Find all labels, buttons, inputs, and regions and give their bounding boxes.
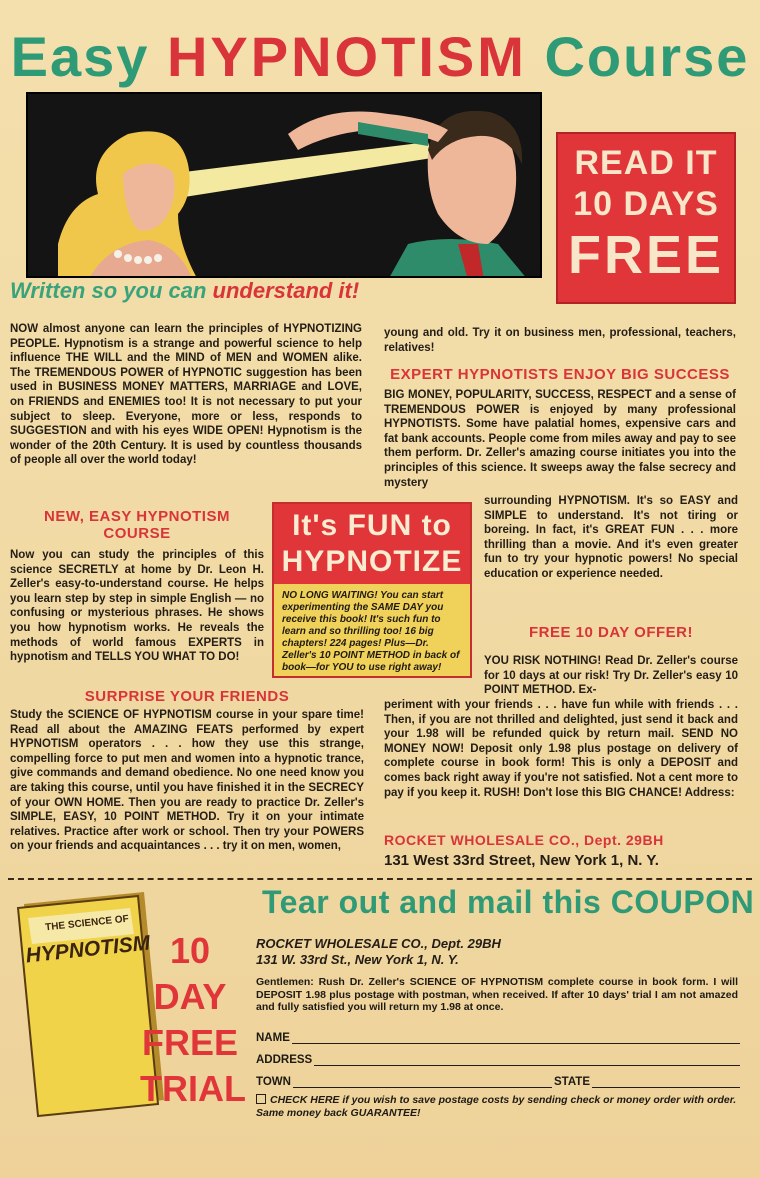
subtitle (10, 278, 359, 304)
section-paragraph-new-course: Now you can study the principles of this science SECRETLY at home by Dr. Leon H. Zeller's easy-to-understand course. He helps you learn step by step in simple English — no confusing or mysterious phrases. He shows you how hypnotism works. He reveals the methods of world famous EXPERTS in hypnotism and TELLS YOU WHAT TO DO! (10, 549, 264, 664)
section-paragraph-offer-a: YOU RISK NOTHING! Read Dr. Zeller's course for 10 days at our risk! Try Dr. Zeller's easy 10 POINT METHOD. Ex- (484, 655, 738, 697)
fun-title (274, 504, 470, 584)
section-paragraph-offer-b: periment with your friends . . . have fun while with friends . . . Then, if you are not thrilled and delighted, just send it back and your 1.98 will be refunded quick by return mail. SEND NO MONEY NOW! Deposit only 1.98 plus postage on delivery of complete course in book form! This is only a DEPOSIT and comes back right away if you're not satisfied. Not a cent more to pay if you keep it. RUSH! Don't lose this BIG CHANCE! Address: (384, 699, 738, 799)
fun-title-line-1: It's FUN to (292, 509, 452, 542)
right-continuation: young and old. Try it on business men, professional, teachers, relatives! (384, 327, 736, 354)
trial-line-3: FREE (141, 1022, 238, 1063)
state-field[interactable] (554, 1076, 740, 1088)
address-field[interactable] (256, 1054, 740, 1066)
section-paragraph-expert-b: surrounding HYPNOTISM. It's so EASY and SIMPLE to understand. It's not tiring or boreing. In fact, it's GREAT FUN . . . more thrilling than a movie. And it's even greater fun to try your hypnotic powers! No special education or experience needed. (484, 495, 738, 580)
state-line[interactable] (592, 1076, 740, 1088)
read-free-badge (556, 132, 736, 304)
town-line[interactable] (293, 1076, 552, 1088)
coupon-title: Tear out and mail this COUPON (262, 884, 755, 920)
name-field[interactable] (256, 1032, 740, 1044)
read-box-line-3: FREE (567, 225, 725, 285)
address-label: ADDRESS (256, 1054, 313, 1066)
trial-line-4: TRIAL (140, 1068, 246, 1109)
title-word-course: Course (544, 25, 750, 88)
town-field[interactable] (256, 1076, 552, 1088)
title-word-hypnotism: HYPNOTISM (166, 25, 527, 88)
book-line-1: THE SCIENCE OF (44, 913, 130, 934)
check-option (256, 1094, 740, 1119)
state-label: STATE (554, 1076, 590, 1088)
town-label: TOWN (256, 1076, 291, 1088)
subtitle-green: Written so you can (10, 278, 207, 303)
hypnotism-illustration (26, 92, 542, 278)
book-line-2: HYPNOTISM (24, 931, 152, 968)
fun-text: NO LONG WAITING! You can start experimenting the SAME DAY you receive this book! It's such fun to learn and so thrilling too! 16 big chapters! 224 pages! Plus—Dr. Zeller's 10 POINT METHOD in back of book—for YOU to use right away! (282, 590, 460, 673)
section-paragraph-surprise: Study the SCIENCE OF HYPNOTISM course in your spare time! Read all about the AMAZING FEATS performed by expert HYPNOTISM operators . . . how they use this strange, compelling force to put men and women into a hypnotic trance, give commands and demand obedience. No one need know you are taking this course, until you have finished it in the SECRECY of your OWN HOME. Then you are ready to practice Dr. Zeller's SIMPLE, EASY, 10 POINT METHOD. Try it on your intimate relatives. Practice after work or school. Then try your POWERS on your friends and acquaintances . . . try it on men, women, (10, 709, 364, 853)
address-line[interactable] (314, 1054, 740, 1066)
trial-line-1: 10 (169, 930, 211, 971)
title-word-easy: Easy (10, 25, 150, 88)
name-line[interactable] (292, 1032, 740, 1044)
fun-callout-box (272, 502, 472, 678)
section-heading-new-course: NEW, EASY HYPNOTISM COURSE (44, 508, 230, 542)
page-title (0, 22, 760, 92)
coupon-address (256, 936, 501, 968)
coupon-address-line-2: 131 W. 33rd St., New York 1, N. Y. (256, 952, 459, 967)
read-box-line-1: READ IT (574, 144, 718, 182)
section-heading-expert: EXPERT HYPNOTISTS ENJOY BIG SUCCESS (390, 366, 730, 383)
section-heading-surprise: SURPRISE YOUR FRIENDS (84, 688, 290, 705)
trial-line-2: DAY (153, 976, 227, 1017)
section-heading-free-offer: FREE 10 DAY OFFER! (528, 624, 694, 641)
coupon-order-text: Gentlemen: Rush Dr. Zeller's SCIENCE OF HYPNOTISM complete course in book form. I will DEPOSIT 1.98 plus postage with postman, when received. If after 10 days' trial I am not amazed and fully satisfied you will return my 1.98 at once. (256, 976, 738, 1014)
company-name: ROCKET WHOLESALE CO., Dept. 29BH (384, 832, 664, 848)
read-box-line-2: 10 DAYS (573, 185, 719, 223)
section-paragraph-expert-a: BIG MONEY, POPULARITY, SUCCESS, RESPECT and a sense of TREMENDOUS POWER is enjoyed by many professional HYPNOTISTS. Some have palatial homes, expensive cars and fat bank accounts. People come from miles away and pay to see them perform. Dr. Zeller's amazing course initiates you into the principles of this science. It sweeps away the false secrecy and mystery (384, 389, 736, 489)
company-address: 131 West 33rd Street, New York 1, N. Y. (384, 852, 659, 869)
subtitle-red: understand it! (212, 278, 360, 303)
fun-title-line-2: HYPNOTIZE (281, 545, 463, 578)
free-trial-label (140, 928, 246, 1112)
coupon-address-line-1: ROCKET WHOLESALE CO., Dept. 29BH (256, 936, 501, 951)
tear-line (8, 878, 752, 880)
name-label: NAME (256, 1032, 290, 1044)
check-checkbox[interactable] (256, 1094, 266, 1104)
check-text: CHECK HERE if you wish to save postage costs by sending check or money order with order. Same money back GUARANTEE! (256, 1094, 737, 1119)
intro-paragraph: NOW almost anyone can learn the principles of HYPNOTIZING PEOPLE. Hypnotism is a strange and powerful science to help influence THE WILL and the MIND of MEN and WOMEN alike. The TREMENDOUS POWER of HYPNOTIC suggestion has been used in BUSINESS MONEY MATTERS, MARRIAGE and LOVE, on FRIENDS and ENEMIES too! It is not necessary to put your subject to sleep. Everyone, more or less, responds to SUGGESTION and with his eyes WIDE OPEN! Hypnotism is the wonder of the 20th Century. It is used by countless thousands of people all over the world today! (10, 323, 362, 467)
